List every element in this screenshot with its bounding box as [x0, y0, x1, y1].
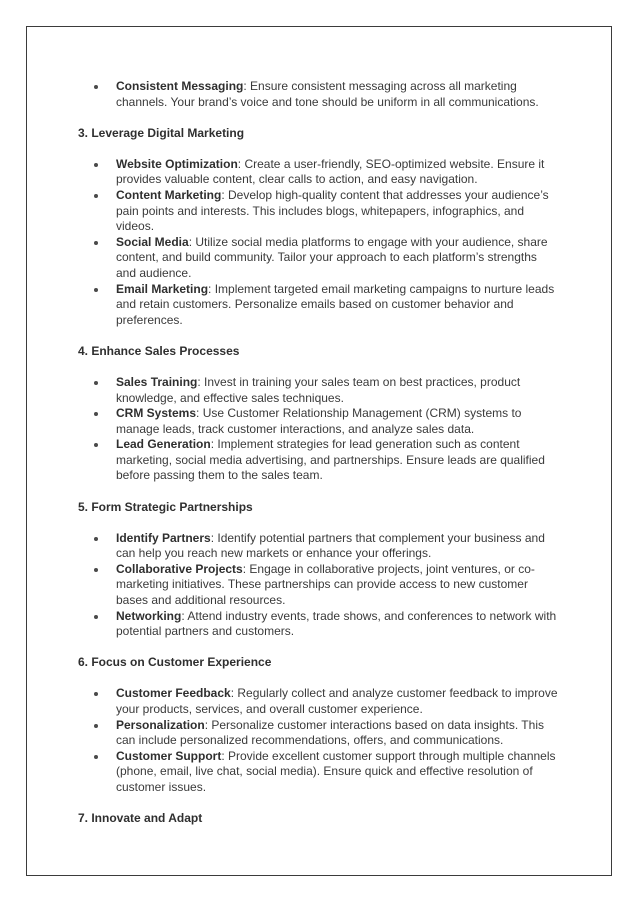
item-term: Social Media [116, 234, 189, 249]
item-text: : Utilize social media platforms to engage with your audience, share content, and build community. Tailor your approach to each platform’s strengths and audience. [116, 234, 548, 280]
section-heading-digital-marketing: 3. Leverage Digital Marketing [78, 125, 245, 140]
item-term: Collaborative Projects [116, 561, 243, 576]
item-term: Customer Support [116, 748, 222, 763]
list-item [78, 531, 558, 562]
list-item [78, 718, 558, 749]
section-bullet-list [78, 375, 558, 484]
item-text: : Create a user-friendly, SEO-optimized website. Ensure it provides valuable content, clear calls to action, and easy navigation. [116, 156, 545, 187]
item-term: Networking [116, 608, 182, 623]
item-term: CRM Systems [116, 406, 197, 421]
item-term: Customer Feedback [116, 686, 231, 701]
intro-bullet-list [78, 79, 558, 110]
item-text: : Engage in collaborative projects, joint ventures, or co-marketing initiatives. These partnerships can provide access to new customer bases and additional resources. [116, 561, 535, 608]
section-heading-customer-experience: 6. Focus on Customer Experience [78, 655, 272, 670]
item-term: Website Optimization [116, 156, 238, 171]
bullet-icon [94, 163, 98, 167]
list-item [78, 188, 558, 235]
list-item [78, 406, 558, 437]
bullet-icon [94, 412, 98, 416]
bullet-icon [94, 568, 98, 572]
bullet-icon [94, 85, 98, 89]
item-text: : Regularly collect and analyze customer feedback to improve your products, services, and overall customer experience. [116, 686, 558, 716]
bullet-icon [94, 443, 98, 447]
item-text: : Ensure consistent messaging across all marketing channels. Your brand’s voice and tone should be uniform in all communications. [116, 79, 539, 109]
item-term: Lead Generation [116, 437, 211, 452]
item-text: : Identify potential partners that complement your business and can help you reach new markets or enhance your offerings. [116, 530, 545, 561]
bullet-icon [94, 381, 98, 385]
list-item [78, 157, 558, 188]
item-term: Content Marketing [116, 187, 222, 202]
section-bullet-list [78, 531, 558, 640]
item-term: Sales Training [116, 374, 198, 389]
list-item [78, 282, 558, 329]
list-item [78, 375, 558, 406]
bullet-icon [94, 615, 98, 619]
item-text: : Provide excellent customer support through multiple channels (phone, email, live chat, social media). Ensure quick and effective resolution of customer issues. [116, 748, 556, 794]
item-text: : Implement strategies for lead generation such as content marketing, social media advertising, and partnerships. Ensure leads are qualified before passing them to the sales team. [116, 437, 545, 483]
bullet-icon [94, 755, 98, 759]
section-heading-innovate-adapt: 7. Innovate and Adapt [78, 811, 203, 826]
list-item [78, 235, 558, 282]
section-bullet-list [78, 157, 558, 329]
bullet-icon [94, 537, 98, 541]
item-term: Email Marketing [116, 281, 209, 296]
item-term: Identify Partners [116, 530, 211, 545]
item-text: : Attend industry events, trade shows, and conferences to network with potential partners and customers. [116, 608, 557, 639]
bullet-icon [94, 194, 98, 198]
section-bullet-list [78, 686, 558, 795]
bullet-icon [94, 692, 98, 696]
item-text: : Develop high-quality content that addresses your audience’s pain points and interests. This includes blogs, whitepapers, infographics, and videos. [116, 187, 549, 234]
bullet-icon [94, 241, 98, 245]
item-term: Consistent Messaging [116, 79, 244, 93]
item-term: Personalization [116, 717, 205, 732]
list-item [78, 609, 558, 640]
list-item [78, 562, 558, 609]
list-item [78, 686, 558, 717]
bullet-icon [94, 724, 98, 728]
item-text: : Invest in training your sales team on best practices, product knowledge, and effective sales techniques. [116, 374, 521, 405]
item-text: : Use Customer Relationship Management (CRM) systems to manage leads, track customer interactions, and analyze sales data. [116, 406, 522, 436]
list-item [78, 79, 558, 110]
section-heading-sales-processes: 4. Enhance Sales Processes [78, 343, 240, 358]
item-text: : Implement targeted email marketing campaigns to nurture leads and retain customers. Personalize emails based on customer behavior and preferences. [116, 281, 555, 327]
document-body [78, 79, 558, 827]
bullet-icon [94, 288, 98, 292]
list-item [78, 437, 558, 484]
section-heading-strategic-partnerships: 5. Form Strategic Partnerships [78, 499, 253, 514]
item-text: : Personalize customer interactions based on data insights. This can include personalized recommendations, offers, and communications. [116, 717, 544, 748]
list-item [78, 749, 558, 796]
